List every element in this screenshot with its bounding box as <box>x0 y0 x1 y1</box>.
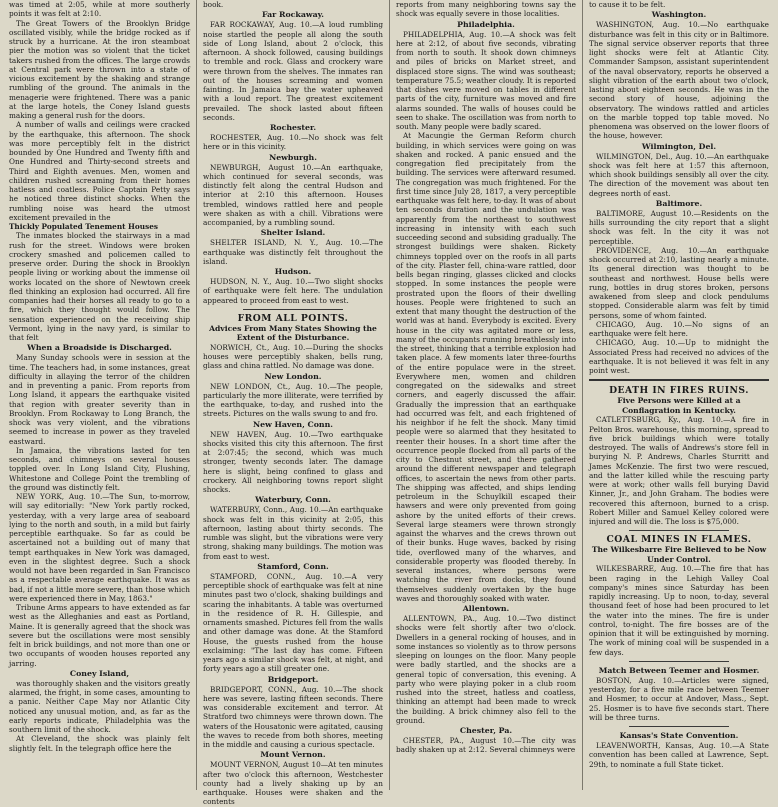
paragraph: CHICAGO, Aug. 10.—Up to midnight the Associated Press had received no advices of the earthquake. It is not believed it was felt in any point west. <box>589 338 769 375</box>
paragraph: A number of walls and ceilings were cracked by the earthquake, this afternoon. The shock was more perceptibly felt in the district bounded by One Hundred and Twenty fifth and One Hundred and Thirty-second streets and Third and Eighth avenues. Men, women and children rushed screaming from their homes hatless and coatless. Police Captain Petty says he noticed three distinct shocks. When the rumbling noise was heard the utmost excitement prevailed in the <box>9 120 190 222</box>
section-heading: Rochester. <box>269 123 317 132</box>
divider <box>629 661 729 662</box>
column-4 <box>582 0 775 790</box>
section-heading-major: DEATH IN FIRES RUINS. <box>609 385 749 397</box>
paragraph: book. <box>203 0 224 9</box>
section-heading: Philadelphia. <box>457 19 515 29</box>
section-heading: Far Rockaway. <box>262 10 324 20</box>
paragraph: HUDSON, N. Y., Aug. 10.—Two slight shocks of earthquake were felt here. The undulation appeared to proceed from east to west. <box>203 277 383 305</box>
paragraph: At Macungie the German Reform church building, in which services were going on was shaken and rocked. A panic ensued and the congregation fled precipitately from the building. The services were afterward resumed. The congregation was much frightened. For the first time since July 28, 1817, a very perceptible earthquake was felt here, to-day. It was of about ten seconds duration and the undulation was apparently from the northeast to southwest increasing in intensity with each such succeeding second and subsiding gradually. The strongest buildings were shaken. Rickety chimneys toppled over on the roofs in all parts of the city. Plaster fell, china-ware rattled, door bells began ringing, glasses clicked and clocks stopped. In some instances the people were prostrated upon the floors of their dwelling houses. People were frightened to such an extent that many thought the destruction of the world was at hand. Everybody is excited. Every house in the city was agitated more or less, many of the occupants running breathlessly into the street, thinking that a terrible explosion had taken place. A few moments later three-fourths of the entire populace were in the street. Everywhere men, women and children congregated on the sidewalks and street corners, and eagerly discussed the affair. Gradually the impression that an earthquake had occurred was felt, and each frightened of his neighbor if he felt the shock. Many timid people were so alarmed that they hesitated to reenter their houses. In a short time after the occurrence people flocked from all parts of the city to Chestnut street, and there gathered around the different newspaper and telegraph offices, to ascertain the news from other parts. The shipping was affected, and ships lending petroleum in the Schuylkill escaped their hawsers and were only prevented from going ashore by the united efforts of their crews. Several large steamers were thrown strongly against the wharves and the crews thrown out of their bunks. Huge waves, backed by rising tide, overflowed many of the wharves, and considerable property was flooded thereby. In several instances, where persons were watching the river from docks, they found themselves suddenly overtaken by the huge waves and thoroughly soaked with water. <box>396 131 576 603</box>
column-2 <box>196 0 389 807</box>
section-heading: New London. <box>264 371 322 381</box>
paragraph: Many Sunday schools were in session at the time. The teachers had, in some instances, great difficulty in allaying the terror of the children and in preventing a panic. From reports from Long Island, it appears the earthquake visited that region with greater severity than in Brooklyn. From Rockaway to Long Branch, the shock was very violent, and the vibrations seemed to increase in power as they traveled eastward. <box>9 353 190 446</box>
paragraph: The Great Towers of the Brooklyn Bridge oscillated visibly, while the bridge rocked as if struck by a hurricane. At the iron steamboat pier the motion was so violent that the ticket takers rushed from the offices. The large crowds at Central park were thrown into a state of vicious excitement by the shaking and strange rumbling of the ground. The animals in the menagerie were frightened. There was a panic at the large hotels, the Coney Island guests making a general rush for the doors. <box>9 18 190 120</box>
paragraph: STAMFORD, CONN., Aug. 10.—A very perceptible shock of earthquake was felt at nine minutes past two o'clock, shaking buildings and scaring the inhabitants. A table was overturned in the residence of R. H. Gillespie, and ornaments smashed. Pictures fell from the walls and other damage was done. At the Stamford House, the guests rushed from the house exclaiming: "The last day has come. Fifteen years ago a similar shock was felt, at night, and forty years ago a still greater one. <box>203 571 383 674</box>
paragraph: BRIDGEPORT, CONN., Aug. 10.—The shock here was severe, lasting fifteen seconds. There was considerable excitement and terror. At Stratford two chimneys were thrown down. The waters of the Housatonic were agitated, causing the waves to recede from both shores, meeting in the middle and causing a curious spectacle. <box>203 684 383 749</box>
paragraph: ALLENTOWN, PA., Aug. 10.—Two distinct shocks were felt shortly after two o'clock. Dwellers in a general rocking of houses, and in some instances so violently as to throw persons sleeping on lounges on the floor. Many people were badly startled, and the shocks are a general topic of conversation, this evening. A party who were playing poker in a club room rushed into the street, hatless and coatless, thinking an attempt had been made to wreck the building. A brick chimney also fell to the ground. <box>396 614 576 725</box>
paragraph: The inmates blocked the stairways in a mad rush for the street. Windows were broken crockery smashed and policemen called to preserve order. During the shock in Brooklyn people living or working about the immense oil works located on the shore of Newtown creek fled thinking an explosion had occurred. All fire companies had their horses all ready to go to a fire, which they thought would follow. The sensation experienced on the receiving ship Vermont, lying in the navy yard, is similar to that felt <box>9 231 190 342</box>
paragraph: At Cleveland, the shock was plainly felt slightly felt. In the telegraph office here the <box>9 734 190 753</box>
subheading: Five Persons were Killed at a Conflagration in Kentucky. <box>617 396 741 415</box>
section-heading: Bridgeport. <box>267 674 319 684</box>
paragraph: PROVIDENCE, Aug. 10.—An earthquake shock occurred at 2:10, lasting nearly a minute. Its general direction was thought to be southeast and northwest. House bells were rung, bottles in drug stores broken, persons awakened from sleep and clock pendulums stopped. Considerable alarm was felt by timid persons, some of whom fainted. <box>589 245 769 320</box>
paragraph: was timed at 2:05, while at more southerly points it was felt at 2:10. <box>9 0 190 19</box>
paragraph: NEW LONDON, Ct., Aug. 10.—The people, particularly the more illiterate, were terrified by the earthquake, to-day, and rushed into the streets. Pictures on the walls swung to and fro. <box>203 381 383 419</box>
column-3 <box>389 0 582 790</box>
paragraph: WILMINGTON, Del., Aug. 10.—An earthquake shock was felt here at 1:57 this afternoon, which shook buildings sensibly all over the city. The direction of the movement was about ten degrees north of east. <box>589 151 769 198</box>
divider <box>243 309 343 310</box>
paragraph: In Jamaica, the vibrations lasted for ten seconds, and chimneys on several houses toppled over. In Long Island City, Flushing, Whitestone and College Point the trembling of the ground was distinctly felt. <box>9 445 190 492</box>
paragraph: to cause it to be felt. <box>589 0 666 9</box>
section-heading: Chester, Pa. <box>459 726 513 735</box>
column-1 <box>3 0 196 790</box>
paragraph: NEW YORK, Aug. 10.—The Sun, to-morrow, will say editorially: "New York partly rocked, yesterday, with a very large area of seaboard lying to the north and south, in a mild but fairly perceptible earthquake. So far as could be ascertained not a building out of many that tempt earthquakes in New York was damaged, even in the slightest degree. Such a shock would not have been regarded in San Francisco as a respectable average earthquake. It was as bad, if not a little more severe, than those which were experienced there in May, 1863." <box>9 492 190 603</box>
section-heading: Washington. <box>651 10 707 20</box>
paragraph: reports from many neighboring towns say the shock was equally severe in those localities. <box>396 0 576 19</box>
section-heading: Match Between Teemer and Hosmer. <box>598 665 760 675</box>
paragraph: NEWBURGH, August 10.—An earthquake, which continued for several seconds, was distinctly felt along the central Hudson and interior at 2:10 this afternoon. Houses trembled, windows rattled here and people were shaken as with a chill. Vibrations were accompanied, by a rumbling sound. <box>203 162 383 227</box>
paragraph: WILKESBARRE, Aug. 10.—The fire that has been raging in the Lehigh Valley Coal company's mines since Saturday has been rapidly increasing. Up to noon, to-day, several thousand feet of hose had been procured to let the water into the mines. The fire is under control, to-night. The fire bosses are of the opinion that it will be extinguished by morning. The work of mining coal will be suspended in a few days. <box>589 564 769 657</box>
paragraph: BALTIMORE, August 10.—Residents on the hills surrounding the city report that a slight shock was felt. In the city it was not perceptible. <box>589 208 769 246</box>
subheading: Extent of the Disturbance. <box>236 333 350 343</box>
section-heading: Stamford, Conn. <box>257 561 329 571</box>
section-heading-major: FROM ALL POINTS. <box>237 312 349 324</box>
paragraph: CATLETTSBURG, Ky., Aug. 10.—A fire in Pelton Bros. warehouse, this morning, spread to five brick buildings which were totally destroyed. The walls of Andrews's store fell in burying N. P. Andrews, Charles Sturritt and James McKenzie. The first two were rescued, and the latter killed while the rescuing party were at work; other walls fell burying David Kinner, Jr., and John Graham. The bodies were recovered this afternoon, burned to a crisp. Robert Miller and Samuel Kelley colored were injured and will die. The loss is $75,000. <box>589 415 769 526</box>
paragraph: BOSTON, Aug. 10.—Articles were signed, yesterday, for a five mile race between Teemer and Hosmer, to occur at Andover, Mass., Sept. 25. Hosmer is to have five seconds start. There will be three turns. <box>589 675 769 722</box>
paragraph: CHESTER, PA., August 10.—The city was badly shaken up at 2:12. Several chimneys were <box>396 736 576 755</box>
paragraph: WATERBURY, Conn., Aug. 10.—An earthquake shock was felt in this vicinity at 2:05, this afternoon, lasting about thirty seconds. The rumble was slight, but the vibrations were very strong, shaking many buildings. The motion was from east to west. <box>203 505 383 561</box>
section-heading: Wilmington, Del. <box>641 141 717 151</box>
section-heading: Shelter Island. <box>260 228 326 238</box>
paragraph: CHICAGO, Aug. 10.—No signs of an earthquake were felt here. <box>589 319 769 338</box>
section-heading: Hudson. <box>274 267 312 276</box>
paragraph: NEW HAVEN, Aug. 10.—Two earthquake shocks visited this city this afternoon. The first at 2:07:45; the second, which was much stronger, twenty seconds later. The damage here is slight, being confined to glass and crockery. All neighboring towns report slight shocks. <box>203 429 383 494</box>
section-heading: Coney Island, <box>69 668 130 678</box>
section-heading: Baltimore. <box>655 198 703 208</box>
paragraph: Tribune Arms appears to have extended as far west as the Alleghanies and east as Portland, Maine. It is generally agreed that the shock was severe but the oscillations were most sensibly felt in brick buildings, and not more than one or two occupants of wooden houses reported any jarring. <box>9 603 190 668</box>
divider <box>629 726 729 727</box>
paragraph: ROCHESTER, Aug. 10.—No shock was felt here or in this vicinity. <box>203 133 383 152</box>
paragraph: MOUNT VERNON, August 10—At ten minutes after two o'clock this afternoon, Westchester county had a lively shaking up by an earthquake. Houses were shaken and the contents <box>203 760 383 807</box>
paragraph: LEAVENWORTH, Kansas, Aug. 10.—A State convention has been called at Lawrence, Sept. 29th, to nominate a full State ticket. <box>589 741 769 769</box>
paragraph: WASHINGTON, Aug. 10.—No earthquake disturbance was felt in this city or in Baltimore. The signal service observer reports that three light shocks were felt at Atlantic City. Commander Sampson, assistant superintendent of the naval observatory, reports he observed a slight vibration of the earth about two o'clock, lasting about eighteen seconds. He was in the second story of house, adjoining the observatory. The windows rattled and articles on the marble topped top table moved. No phenomena was observed on the lower floors of the house, however. <box>589 20 769 141</box>
paragraph: was thoroughly shaken and the visitors greatly alarmed, the fright, in some cases, amounting to a panic. Neither Cape May nor Atlantic City noticed any unusual motion, and, as far as the early reports indicate, Philadelphia was the southern limit of the shock. <box>9 678 190 734</box>
section-heading: Newburgh. <box>269 152 317 162</box>
section-heading-major: COAL MINES IN FLAMES. <box>606 534 752 546</box>
paragraph: FAR ROCKAWAY, Aug. 10.—A loud rumbling noise startled the people all along the south side of Long Island, about 2 o'clock, this afternoon. A shock followed, causing buildings to tremble and rock. Glass and crockery ware were thrown from the shelves. The inmates ran out of the houses screaming and women fainting. In Jamaica bay the water upheaved with a loud report. The greatest excitement prevailed. The shock lasted about fifteen seconds. <box>203 20 383 122</box>
section-heading: Waterbury, Conn. <box>255 495 331 505</box>
subheading: Advices From Many States Showing the <box>209 323 377 333</box>
section-heading: New Haven, Conn. <box>253 419 333 429</box>
divider <box>589 379 769 382</box>
paragraph: PHILADELPHIA, Aug. 10.—A shock was felt here at 2:12, of about five seconds, vibrating from north to south. It shook down chimneys and piles of bricks on Market street, and displaced store signs. The wind was southeast; temperature 75.5; weather cloudy. It is reported that dishes were moved on tables in different parts of the city, furniture was moved and fire alarms sounded. The walls of houses could be seen to shake. The oscillation was from north to south. Many people were badly scared. <box>396 29 576 131</box>
divider <box>629 530 729 531</box>
paragraph: SHELTER ISLAND, N. Y., Aug. 10.—The earthquake was distinctly felt throughout the island. <box>203 238 383 266</box>
subheading: The Wilkesbarre Fire Believed to be Now Under Control. <box>591 545 767 564</box>
section-heading: Mount Vernon. <box>260 750 326 760</box>
paragraph: NORWICH, Ct., Aug. 10.—During the shocks houses were perceptibly shaken, bells rung, glass and china rattled. No damage was done. <box>203 342 383 371</box>
section-heading: Kansas's State Convention. <box>619 731 739 740</box>
inline-heading: Thickly Populated Tenement Houses <box>9 222 158 231</box>
section-heading: When a Broadside is Discharged. <box>27 343 172 353</box>
section-heading: Allentown. <box>462 604 510 613</box>
